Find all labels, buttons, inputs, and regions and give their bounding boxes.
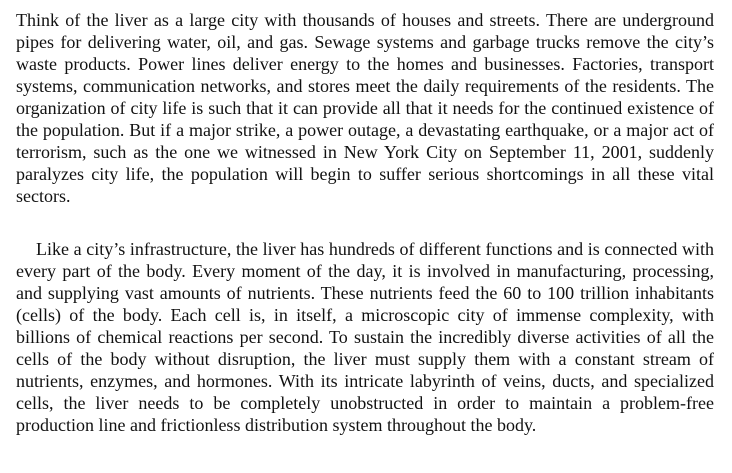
paragraph-city-analogy: Think of the liver as a large city with thousands of houses and streets. There are underground pipes for delivering water, oil, and gas. Sewage systems and garbage trucks remove the city’s waste products. Power lines deliver energy to the homes and businesses. Factories, transport systems, communication networks, and stores meet the daily requirements of the residents. The organization of city life is such that it can provide all that it needs for the continued existence of the population. But if a major strike, a power outage, a devastating earthquake, or a major act of terrorism, such as the one we witnessed in New York City on September 11, 2001, suddenly paralyzes city life, the population will begin to suffer serious shortcomings in all these vital sectors. bbox=[16, 10, 714, 206]
document-page bbox=[16, 9, 714, 436]
paragraph-liver-functions: Like a city’s infrastructure, the liver has hundreds of different functions and is connected with every part of the body. Every moment of the day, it is involved in manufacturing, processing, and supplying vast amounts of nutrients. These nutrients feed the 60 to 100 trillion inhabitants (cells) of the body. Each cell is, in itself, a microscopic city of immense complexity, with billions of chemical reactions per second. To sustain the incredibly diverse activities of all the cells of the body without disruption, the liver must supply them with a constant stream of nutrients, enzymes, and hormones. With its intricate labyrinth of veins, ducts, and specialized cells, the liver needs to be completely unobstructed in order to maintain a problem-free production line and frictionless distribution system throughout the body. bbox=[16, 239, 714, 435]
